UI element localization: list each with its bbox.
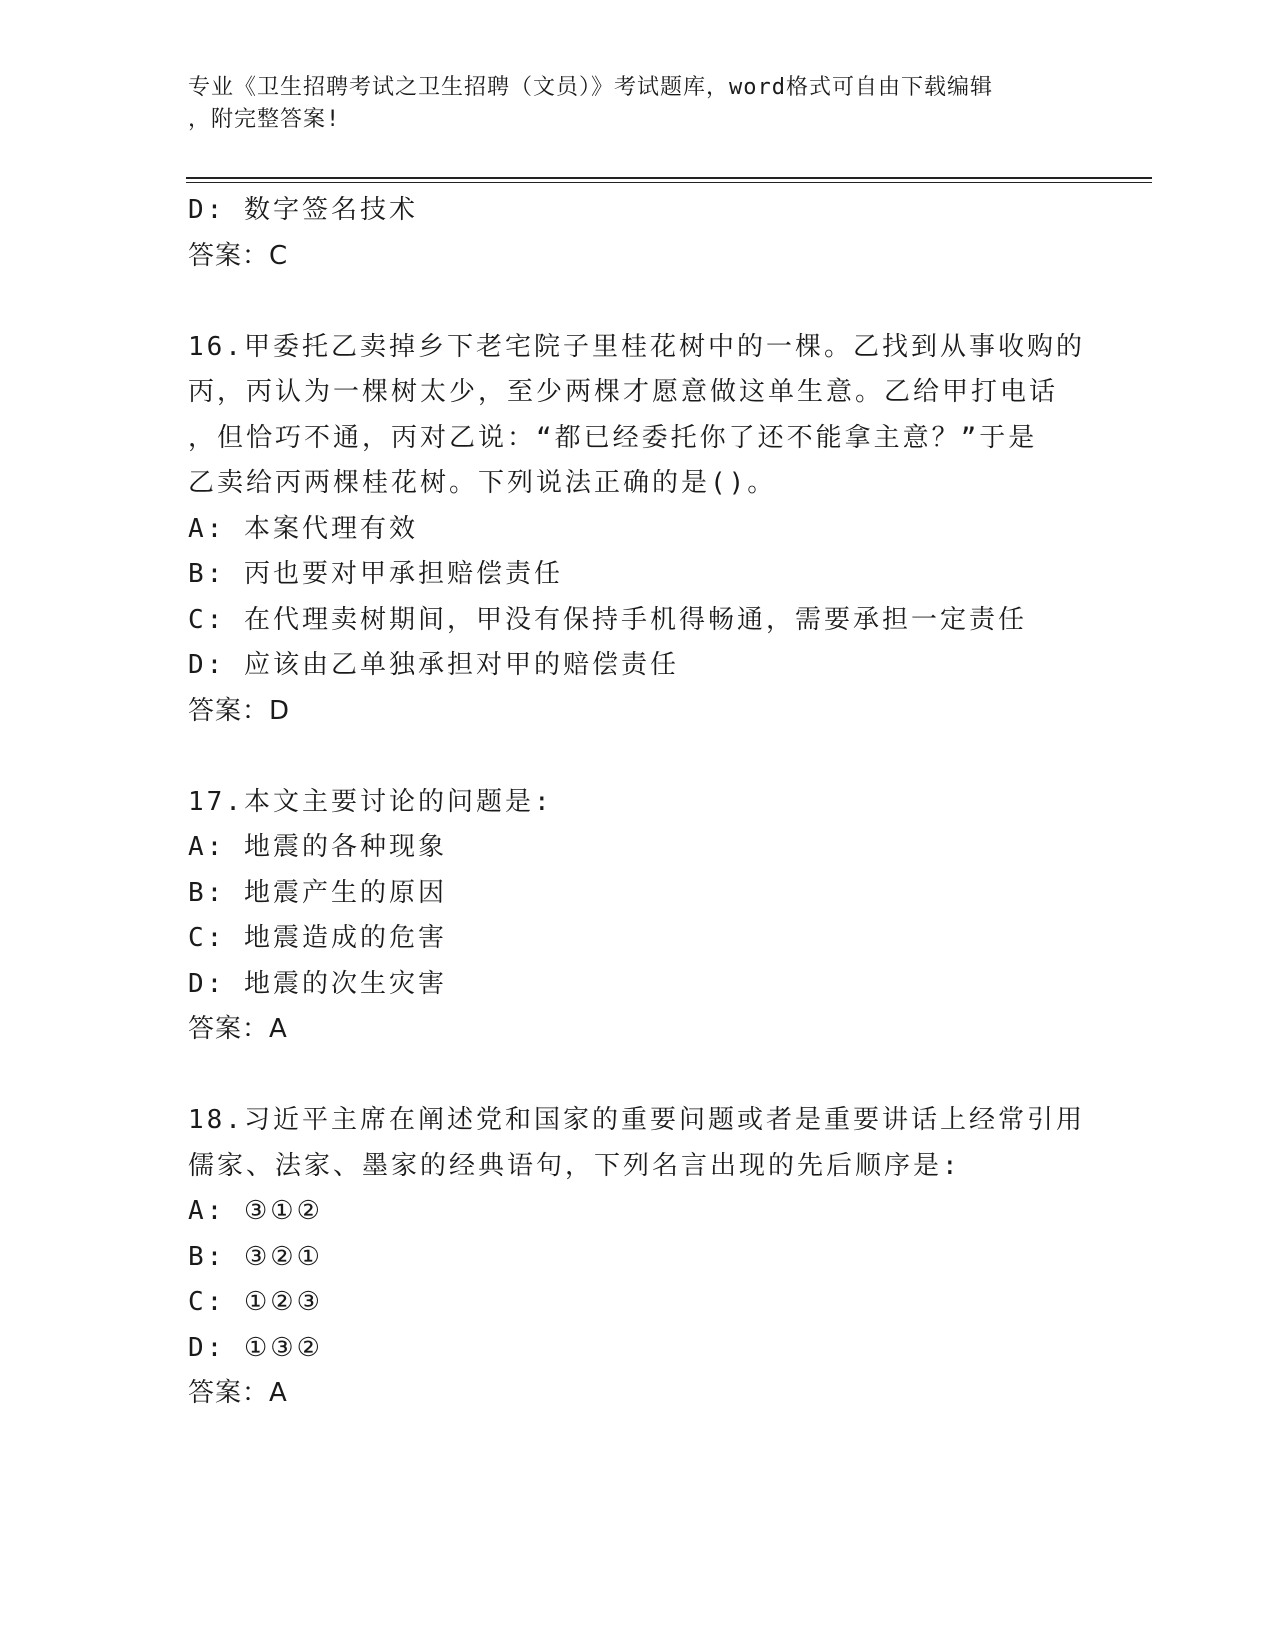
question-16 [188,325,1088,735]
option-d: D: 应该由乙单独承担对甲的赔偿责任 [188,650,679,680]
question-stem-line: 儒家、法家、墨家的经典语句，下列名言出现的先后顺序是: [188,1150,961,1181]
option-a: A: ③①② [188,1196,323,1226]
answer-line: 答案：C [188,240,289,271]
spacer [188,734,1088,780]
question-stem-line: 16.甲委托乙卖掉乡下老宅院子里桂花树中的一棵。乙找到从事收购的 [188,331,1085,362]
option-c: C: 地震造成的危害 [188,923,447,953]
question-stem-line: 18.习近平主席在阐述党和国家的重要问题或者是重要讲话上经常引用 [188,1105,1085,1135]
header-line-1: 专业《卫生招聘考试之卫生招聘（文员）》考试题库，word格式可自由下载编辑 [188,75,993,100]
option-c: C: ①②③ [188,1287,323,1317]
answer-line: 答案：A [188,1378,288,1408]
option-a: A: 地震的各种现象 [188,832,447,862]
question-18 [188,1098,1088,1417]
question-stem-line: 17.本文主要讨论的问题是: [188,786,553,817]
question-17 [188,780,1088,1053]
option-c: C: 在代理卖树期间，甲没有保持手机得畅通，需要承担一定责任 [188,604,1027,635]
option-b: B: 丙也要对甲承担赔偿责任 [188,559,563,589]
question-stem-line: 乙卖给丙两棵桂花树。下列说法正确的是()。 [188,468,777,498]
option-b: B: ③②① [188,1241,323,1272]
option-b: B: 地震产生的原因 [188,877,447,908]
question-stem-line: ，但恰巧不通，丙对乙说：“都已经委托你了还不能拿主意？”于是 [188,422,1038,453]
page-header [188,72,1088,136]
document-body [188,188,1088,1417]
header-divider-thin [186,182,1152,183]
option-d: D: 数字签名技术 [188,195,418,225]
question-stem-line: 丙，丙认为一棵树太少，至少两棵才愿意做这单生意。乙给甲打电话 [188,377,1059,407]
spacer [188,279,1088,325]
option-d: D: 地震的次生灾害 [188,968,447,999]
option-d: D: ①③② [188,1332,323,1363]
answer-line: 答案：A [188,1014,288,1044]
option-a: A: 本案代理有效 [188,513,418,544]
header-divider-thick [186,177,1152,179]
answer-line: 答案：D [188,695,291,726]
question-15-tail [188,188,1088,279]
header-line-2: ，附完整答案! [188,107,341,132]
spacer [188,1053,1088,1099]
